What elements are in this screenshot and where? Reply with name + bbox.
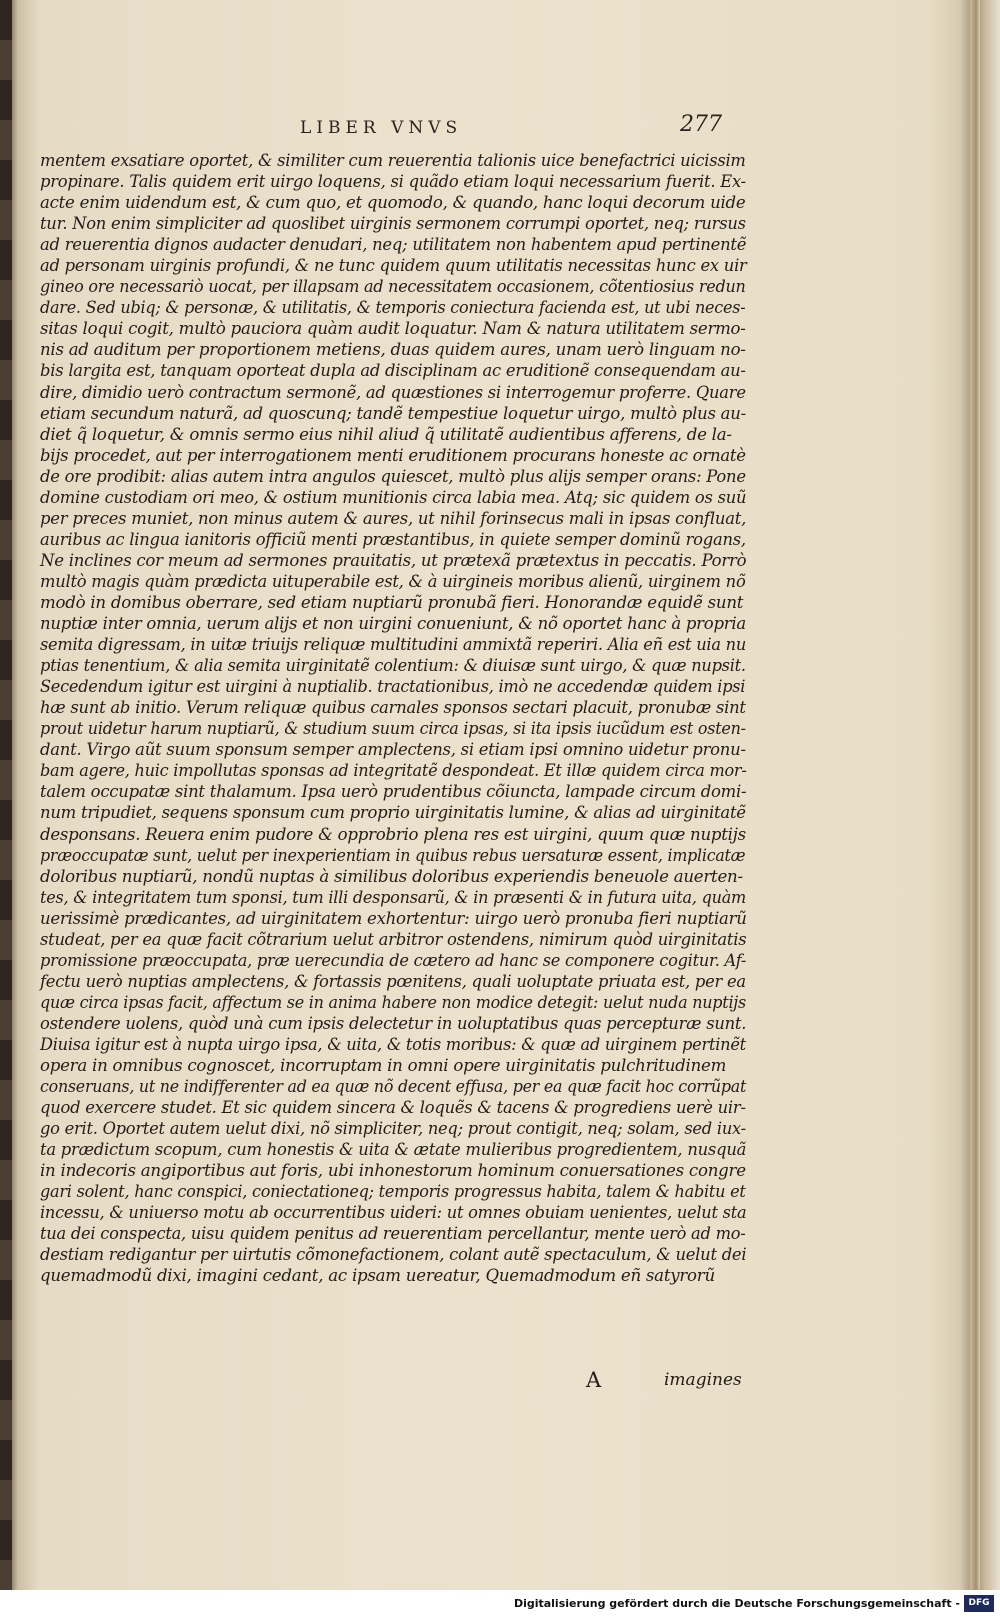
text-line: bam agere, huic impollutas sponsas ad integritatẽ despondeat. Et illæ quidem circa mor- bbox=[40, 761, 747, 781]
text-line: doloribus nuptiarũ, nondũ nuptas à similibus doloribus experiendis beneuole auerten- bbox=[40, 866, 743, 886]
text-line: quæ circa ipsas facit, affectum se in anima habere non modice detegit: uelut nuda nuptijs bbox=[40, 992, 746, 1012]
text-line: num tripudiet, sequens sponsum cum proprio uirginitatis lumine, & alias ad uirginitatẽ bbox=[40, 803, 746, 823]
text-line: tes, & integritatem tum sponsi, tum illi desponsarũ, & in præsenti & in futura uita, quàm bbox=[40, 887, 747, 907]
text-line: multò magis quàm prædicta uituperabile est, & à uirgineis moribus alienũ, uirginem nõ bbox=[40, 571, 746, 591]
text-line: Ne inclines cor meum ad sermones prauitatis, ut prætexã prætextus in peccatis. Porrò bbox=[40, 550, 747, 570]
text-line: dant. Virgo aũt suum sponsum semper amplectens, si etiam ipsi omnino uidetur pronu- bbox=[40, 740, 746, 760]
text-line: gineo ore necessariò uocat, per illapsam ad necessitatem occasionem, cõtentiosius redun bbox=[40, 277, 746, 297]
text-line: hæ sunt ab initio. Verum reliquæ quibus carnales sponsos sectari placuit, pronubæ sint bbox=[40, 698, 746, 718]
text-line: acte enim uidendum est, & cum quo, et quomodo, & quando, hanc loqui decorum uide bbox=[40, 193, 746, 213]
text-line: conseruans, ut ne indifferenter ad ea quæ nõ decent effusa, per ea quæ facit hoc corrũpat bbox=[40, 1077, 747, 1097]
text-line: bis largita est, tanquam oporteat dupla ad disciplinam ac eruditionẽ consequendam au- bbox=[40, 361, 746, 381]
dfg-logo-icon: DFG bbox=[964, 1595, 994, 1612]
text-line: Secedendum igitur est uirgini à nuptialib. tractationibus, imò ne accedendæ quidem ipsi bbox=[40, 677, 746, 697]
text-line: ad personam uirginis profundi, & ne tunc quidem quum utilitatis necessitas hunc ex uir bbox=[40, 256, 747, 276]
text-line: diet q̃ loquetur, & omnis sermo eius nihil aliud q̃ utilitatẽ audientibus afferens, de la- bbox=[40, 424, 732, 444]
page-number: 277 bbox=[680, 112, 722, 137]
text-line: de ore prodibit: alias autem intra angulos quiescet, multò plus alijs semper orans: Pone bbox=[40, 466, 746, 486]
text-line: nuptiæ inter omnia, uerum alijs et non uirgini conueniunt, & nõ oportet hanc à propria bbox=[40, 614, 746, 634]
credit-text: Digitalisierung gefördert durch die Deutsche Forschungsgemeinschaft - bbox=[513, 1597, 960, 1610]
text-line: in indecoris angiportibus aut foris, ubi inhonestorum hominum conuersationes congre bbox=[40, 1161, 746, 1181]
text-line: quemadmodũ dixi, imagini cedant, ac ipsam uereatur, Quemadmodum eñ satyrorũ bbox=[40, 1266, 715, 1286]
text-line: studeat, per ea quæ facit cõtrarium uelut arbitror ostendens, nimirum quòd uirginitatis bbox=[40, 929, 747, 949]
text-line: Diuisa igitur est à nupta uirgo ipsa, & uita, & totis moribus: & quæ ad uirginem pertinẽt bbox=[40, 1034, 746, 1054]
text-line: talem occupatæ sint thalamum. Ipsa uerò prudentibus cõiuncta, lampade circum domi- bbox=[40, 782, 747, 802]
text-line: desponsans. Reuera enim pudore & opprobrio plena res est uirgini, quum quæ nuptijs bbox=[40, 824, 746, 844]
text-line: propinare. Talis quidem erit uirgo loquens, si quãdo etiam loqui necessarium fuerit. Ex- bbox=[40, 172, 746, 192]
signature-mark: A bbox=[586, 1368, 602, 1392]
text-line: uerissimè prædicantes, ad uirginitatem exhortentur: uirgo uerò pronuba fieri nuptiarũ bbox=[40, 908, 747, 928]
text-line: dare. Sed ubiq; & personæ, & utilitatis, & temporis coniectura facienda est, ut ubi neces- bbox=[40, 298, 746, 318]
text-line: incessu, & uniuerso motu ab occurrentibus uideri: ut omnes obuiam uenientes, uelut sta bbox=[40, 1203, 747, 1223]
text-line: modò in domibus oberrare, sed etiam nuptiarũ pronubã fieri. Honorandæ equidẽ sunt bbox=[40, 592, 744, 612]
text-line: domine custodiam ori meo, & ostium munitionis circa labia mea. Atq; sic quidem os suũ bbox=[40, 487, 747, 507]
text-line: ptias tenentium, & alia semita uirginitatẽ colentium: & diuisæ sunt uirgo, & quæ nupsit. bbox=[40, 656, 746, 676]
catchword: imagines bbox=[664, 1370, 742, 1390]
running-head: LIBER VNVS bbox=[300, 118, 463, 138]
text-line: prout uidetur harum nuptiarũ, & studium suum circa ipsas, si ita ipsis iucũdum est osten- bbox=[40, 719, 746, 739]
text-line: bijs procedet, aut per interrogationem menti eruditionem procurans honeste ac ornatè bbox=[40, 445, 746, 465]
text-line: tua dei conspecta, uisu quidem penitus ad reuerentiam percellantur, mente uerò ad mo- bbox=[40, 1224, 746, 1244]
text-line: gari solent, hanc conspici, coniectationeq; temporis progressus habita, talem & habitu et bbox=[40, 1182, 746, 1202]
text-line: go erit. Oportet autem uelut dixi, nõ simpliciter, neq; prout contigit, neq; solam, sed iux- bbox=[40, 1119, 746, 1139]
text-line: nis ad auditum per proportionem metiens, duas quidem aures, unam uerò linguam no- bbox=[40, 340, 746, 360]
text-line: auribus ac lingua ianitoris officiũ menti præstantibus, in quiete semper dominũ rogans, bbox=[40, 529, 746, 549]
page-edge bbox=[970, 0, 980, 1590]
text-line: quod exercere studet. Et sic quidem sincera & loquẽs & tacens & progrediens uerè uir- bbox=[40, 1098, 746, 1118]
text-line: destiam redigantur per uirtutis cõmonefactionem, colant autẽ spectaculum, & uelut dei bbox=[40, 1245, 747, 1265]
page-header bbox=[0, 112, 1000, 148]
text-line: ostendere uolens, quòd unà cum ipsis delectetur in uoluptatibus quas percepturæ sunt. bbox=[40, 1013, 747, 1033]
text-line: ad reuerentia dignos audacter denudari, neq; utilitatem non habentem apud pertinentẽ bbox=[40, 235, 747, 255]
text-line: mentem exsatiare oportet, & similiter cum reuerentia talionis uice benefactrici uicissim bbox=[40, 151, 746, 170]
text-line: sitas loqui cogit, multò pauciora quàm audit loquatur. Nam & natura utilitatem sermo- bbox=[40, 319, 746, 339]
text-line: promissione præoccupata, præ uerecundia de cætero ad hanc se componere cogitur. Af- bbox=[40, 950, 747, 970]
text-line: præoccupatæ sunt, uelut per inexperientiam in quibus rebus uersaturæ essent, implicatæ bbox=[40, 845, 746, 865]
text-line: fectu uerò nuptias amplectens, & fortassis pœnitens, quali uoluptate priuata est, per ea bbox=[40, 971, 746, 991]
text-line: ta prædictum scopum, cum honestis & uita & ætate mulieribus progredientem, nusquã bbox=[40, 1140, 747, 1160]
page-footer bbox=[0, 1368, 1000, 1398]
text-line: per preces muniet, non minus autem & aures, ut nihil forinsecus mali in ipsas confluat, bbox=[40, 508, 747, 528]
text-line: dire, dimidio uerò contractum sermonẽ, ad quæstiones si interrogemur proferre. Quare bbox=[40, 382, 746, 402]
digitization-credit-bar bbox=[0, 1590, 1000, 1619]
text-line: opera in omnibus cognoscet, incorruptam in omni opere uirginitatis pulchritudinem bbox=[40, 1056, 727, 1076]
text-line: etiam secundum naturã, ad quoscunq; tandẽ tempestiue loquetur uirgo, multò plus au- bbox=[40, 403, 746, 423]
text-line: semita digressam, in uitæ triuijs reliquæ multitudini ammixtã reperiri. Alia eñ est uia nu bbox=[40, 635, 747, 655]
book-spine bbox=[0, 0, 12, 1590]
body-text bbox=[40, 150, 746, 1287]
text-line: tur. Non enim simpliciter ad quoslibet uirginis sermonem corrumpi oportet, neq; rursus bbox=[40, 214, 746, 234]
